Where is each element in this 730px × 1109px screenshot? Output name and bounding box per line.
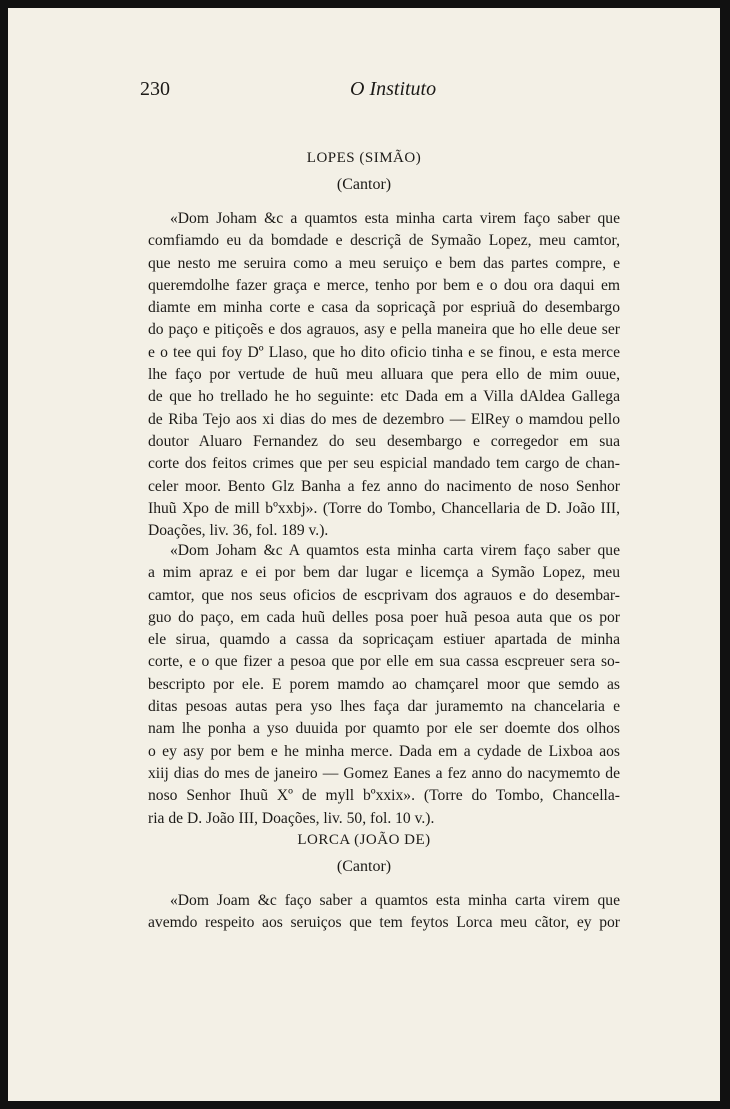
text-line: Doações, liv. 36, fol. 189 v.). [148, 522, 329, 540]
text-line: ele sirua, quamdo a cassa da sopricaçam estiuer apartada de minha [148, 631, 620, 649]
text-line: que nesto me seruira como a meu seruiço e bem das partes compre, e [148, 254, 620, 272]
text-line: ditas pesoas autas pera yso lhes faça dar juramemto na chancelaria e [148, 698, 620, 716]
text-line: celer moor. Bento Glz Banha a fez anno do nacimento de noso Senhor [148, 477, 620, 495]
entry-role-lopes: (Cantor) [336, 176, 392, 193]
text-line: queremdolhe fazer graça e merce, tenho por bem e o dou ora daqui em [148, 276, 620, 294]
text-line: de que ho trellado he ho seguinte: etc Dada em a Villa dAldea Gallega [148, 388, 620, 406]
document-page [8, 8, 720, 1101]
text-line: noso Senhor Ihuũ Xº de myll bºxxix». (Torre do Tombo, Chancella- [148, 787, 620, 805]
text-line: Ihuũ Xpo de mill bºxxbj». (Torre do Tombo, Chancellaria de D. João III, [148, 499, 620, 517]
page-header [140, 78, 620, 108]
text-line: a mim apraz e ei por bem dar lugar e licemça a Symão Lopez, meu [148, 564, 620, 582]
text-line: «Dom Joham &c a quamtos esta minha carta virem faço saber que [170, 210, 620, 227]
text-line: ria de D. João III, Doações, liv. 50, fol. 10 v.). [148, 809, 435, 827]
text-line: de Riba Tejo aos xi dias do mes de dezembro — ElRey o mamdou pello [148, 410, 620, 428]
paragraph-lopes-2 [148, 540, 620, 830]
text-line: corte, e o que fizer a pesoa que por elle em sua cassa escpreuer sera so- [148, 653, 620, 671]
text-line: avemdo respeito aos seruiços que tem feytos Lorca meu cãtor, ey por [148, 914, 620, 932]
text-line: e o tee qui foy Dº Llaso, que ho dito oficio tinha e se finou, e esta merce [148, 343, 620, 361]
text-line: nam lhe ponha a yso duuida por quamto por ele ser doemte dos olhos [148, 720, 620, 738]
text-line: doutor Aluaro Fernandez do seu desembargo e corregedor em sua [148, 432, 620, 450]
text-line: corte dos feitos crimes que per seu espicial mandado tem cargo de chan- [148, 455, 620, 473]
text-line: xiij dias do mes de janeiro — Gomez Eanes a fez anno do nacymemto de [148, 764, 620, 782]
text-line: diamte em minha corte e casa da sopricaçã por espriuã do desembargo [148, 299, 620, 317]
entry-heading-lopes: LOPES (SIMÃO) [306, 150, 422, 166]
text-line: lhe faço por vertude de huũ meu alluara que pera ello de mim ouue, [148, 366, 620, 384]
text-line: do paço e pitiçoẽs e dos agrauos, asy e pella maneira que ho elle deue ser [148, 321, 620, 339]
text-line: «Dom Joham &c A quamtos esta minha carta virem faço saber que [170, 542, 620, 559]
page-number: 230 [140, 78, 170, 100]
text-line: comfiamdo eu da bomdade e descriçã de Symaão Lopez, meu camtor, [148, 232, 620, 250]
text-line: bescripto por ele. E porem mamdo ao chamçarel moor que semdo as [148, 675, 620, 693]
entry-heading-lorca: LORCA (JOÃO DE) [297, 832, 431, 848]
text-line: o ey asy por bem e he minha merce. Dada em a cydade de Lixboa aos [148, 742, 620, 760]
text-line: «Dom Joam &c faço saber a quamtos esta minha carta virem que [170, 892, 620, 909]
paragraph-lorca-1 [148, 890, 620, 935]
running-title: O Instituto [350, 78, 437, 100]
entry-role-lorca: (Cantor) [336, 858, 392, 875]
paragraph-lopes-1 [148, 208, 620, 542]
text-line: guo do paço, em cada huũ delles posa poer huã pesoa auta que os por [148, 608, 620, 626]
text-line: camtor, que nos seus oficios de escprivam dos agrauos e do desembar- [148, 586, 620, 604]
